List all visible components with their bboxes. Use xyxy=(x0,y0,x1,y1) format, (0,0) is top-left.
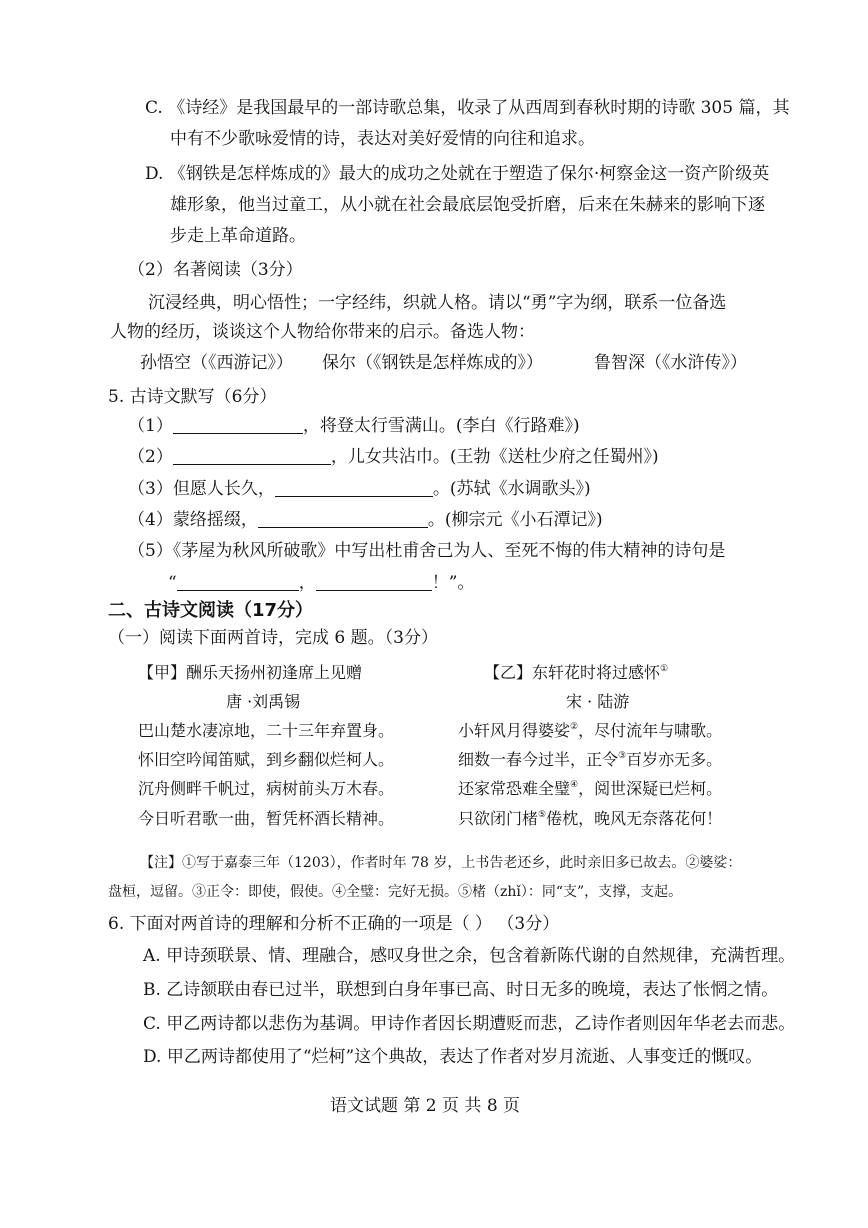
q4-2-candidate-3: 鲁智深（《水浒传》） xyxy=(594,353,747,373)
poem-jia-author: 唐 ·刘禹锡 xyxy=(226,692,301,711)
note-line-2: 盘桓，逗留。③正令：即使，假使。④全璧：完好无损。⑤楮（zhǐ）：同“支”，支撑，支起。 xyxy=(108,884,683,900)
poem-jia-line: 巴山楚水凄凉地，二十三年弃置身。 xyxy=(138,721,395,740)
poem-yi-line-part: ，阅世深疑已烂柯。 xyxy=(578,779,723,798)
note-marker: ② xyxy=(570,722,579,732)
poem-yi-author: 宋 · 陆游 xyxy=(566,692,630,711)
q5-item-5-line2 xyxy=(168,571,474,595)
poem-jia-line: 今日听君歌一曲，暂凭杯酒长精神。 xyxy=(138,809,395,828)
q5-item-4 xyxy=(128,508,603,532)
note-marker: ① xyxy=(660,664,669,674)
poem-yi-line xyxy=(458,748,722,772)
note-line-1: 【注】①写于嘉泰三年（1203），作者时年 78 岁，上书告老还乡，此时亲旧多已故去。②婆娑： xyxy=(140,855,742,871)
q5-item-2 xyxy=(128,445,659,469)
section-2-subheading: （一）阅读下面两首诗，完成 6 题。（3分） xyxy=(108,628,438,648)
poem-jia-line: 怀旧空吟闻笛赋，到乡翻似烂柯人。 xyxy=(138,750,395,769)
poem-yi-line-part: 只欲闭门楮 xyxy=(458,809,539,828)
poem-yi-line-part: 细数一春今过半，正令 xyxy=(458,750,619,769)
q4-2-prompt-line2: 人物的经历，谈谈这个人物给你带来的启示。备选人物： xyxy=(110,322,535,342)
q5-item-3-prefix: （3）但愿人长久， xyxy=(128,479,275,499)
poem-yi-line xyxy=(458,807,722,831)
q4-option-d-line3: 步走上革命道路。 xyxy=(170,226,306,246)
q4-option-c-line2: 中有不少歌咏爱情的诗，表达对美好爱情的向往和追求。 xyxy=(170,129,595,149)
q5-item-2-blank[interactable] xyxy=(173,446,331,465)
poem-yi-title-text: 【乙】东轩花时将过感怀 xyxy=(484,663,661,682)
page-footer: 语文试题 第 2 页 共 8 页 xyxy=(330,1096,521,1116)
q5-item-5-line1: （5）《茅屋为秋风所破歌》中写出杜甫舍己为人、至死不悔的伟大精神的诗句是 xyxy=(128,541,726,561)
poem-yi-title xyxy=(484,661,668,685)
q6-stem: 6. 下面对两首诗的理解和分析不正确的一项是（ ） （3分） xyxy=(108,914,560,934)
poem-jia-title: 【甲】酬乐天扬州初逢席上见赠 xyxy=(138,663,363,682)
q4-2-prompt-line1: 沉浸经典，明心悟性；一字经纬，织就人格。请以“勇”字为纲，联系一位备选 xyxy=(148,293,727,313)
q5-item-1-number: （1） xyxy=(128,416,173,436)
q6-option-d[interactable]: D. 甲乙两诗都使用了“烂柯”这个典故，表达了作者对岁月流逝、人事变迁的慨叹。 xyxy=(143,1047,763,1067)
q4-2-candidate-2: 保尔（《钢铁是怎样炼成的》） xyxy=(322,353,543,373)
q4-option-d-line2: 雄形象，他当过童工，从小就在社会最底层饱受折磨，后来在朱赫来的影响下逐 xyxy=(170,195,765,215)
q5-item-4-text: 。(柳宗元《小石潭记》) xyxy=(427,510,603,530)
q5-item-5-blank-2[interactable] xyxy=(316,572,432,591)
poem-yi-line-part: 小轩风月得婆娑 xyxy=(458,721,571,740)
poem-yi-line-part: 还家常恐难全璧 xyxy=(458,779,571,798)
q5-item-5-blank-1[interactable] xyxy=(177,572,299,591)
note-marker: ④ xyxy=(570,780,579,790)
q5-heading: 5. 古诗文默写（6分） xyxy=(108,387,277,407)
q5-item-5-comma: ， xyxy=(298,573,316,593)
q5-item-2-number: （2） xyxy=(128,447,173,467)
q5-item-2-text: ，儿女共沾巾。(王勃《送杜少府之任蜀州》) xyxy=(330,447,659,467)
q4-2-candidate-1: 孙悟空（《西游记》） xyxy=(140,353,293,373)
poem-jia-line: 沉舟侧畔千帆过，病树前头万木春。 xyxy=(138,779,395,798)
q5-item-1-blank[interactable] xyxy=(173,415,303,434)
q5-item-3 xyxy=(128,477,591,501)
q6-option-c[interactable]: C. 甲乙两诗都以悲伤为基调。甲诗作者因长期遭贬而悲，乙诗作者则因年华老去而悲。 xyxy=(143,1014,796,1034)
q6-option-a[interactable]: A. 甲诗颈联景、情、理融合，感叹身世之余，包含着新陈代谢的自然规律，充满哲理。 xyxy=(143,946,796,966)
poem-yi-line-part: 百岁亦无多。 xyxy=(626,750,723,769)
poem-yi-line-part: 倦枕，晚风无奈落花何！ xyxy=(546,809,723,828)
q4-option-d-line1: D. 《钢铁是怎样炼成的》最大的成功之处就在于塑造了保尔·柯察金这一资产阶级英 xyxy=(145,164,770,184)
q5-item-3-blank[interactable] xyxy=(275,478,433,497)
note-marker: ③ xyxy=(618,751,627,761)
q5-item-1 xyxy=(128,414,580,438)
q5-item-5-open-quote: “ xyxy=(168,573,177,593)
q5-item-3-text: 。(苏轼《水调歌头》) xyxy=(432,479,591,499)
note-marker: ⑤ xyxy=(538,810,547,820)
q5-item-5-close: ！”。 xyxy=(431,573,475,593)
section-2-heading: 二、古诗文阅读（17分） xyxy=(108,600,314,621)
q5-item-4-prefix: （4）蒙络摇缀， xyxy=(128,510,258,530)
q5-item-4-blank[interactable] xyxy=(258,509,428,528)
poem-yi-line xyxy=(458,719,722,743)
q4-option-c-line1: C. 《诗经》是我国最早的一部诗歌总集，收录了从西周到春秋时期的诗歌 305 篇，其 xyxy=(145,98,790,118)
q4-2-heading: （2）名著阅读（3分） xyxy=(128,260,303,280)
poem-yi-line-part: ，尽付流年与啸歌。 xyxy=(578,721,723,740)
q6-option-b[interactable]: B. 乙诗颔联由春已过半，联想到白身年事已高、时日无多的晚境，表达了怅惘之情。 xyxy=(143,980,779,1000)
q5-item-1-text: ，将登太行雪满山。(李白《行路难》) xyxy=(302,416,580,436)
poem-yi-line xyxy=(458,777,722,801)
